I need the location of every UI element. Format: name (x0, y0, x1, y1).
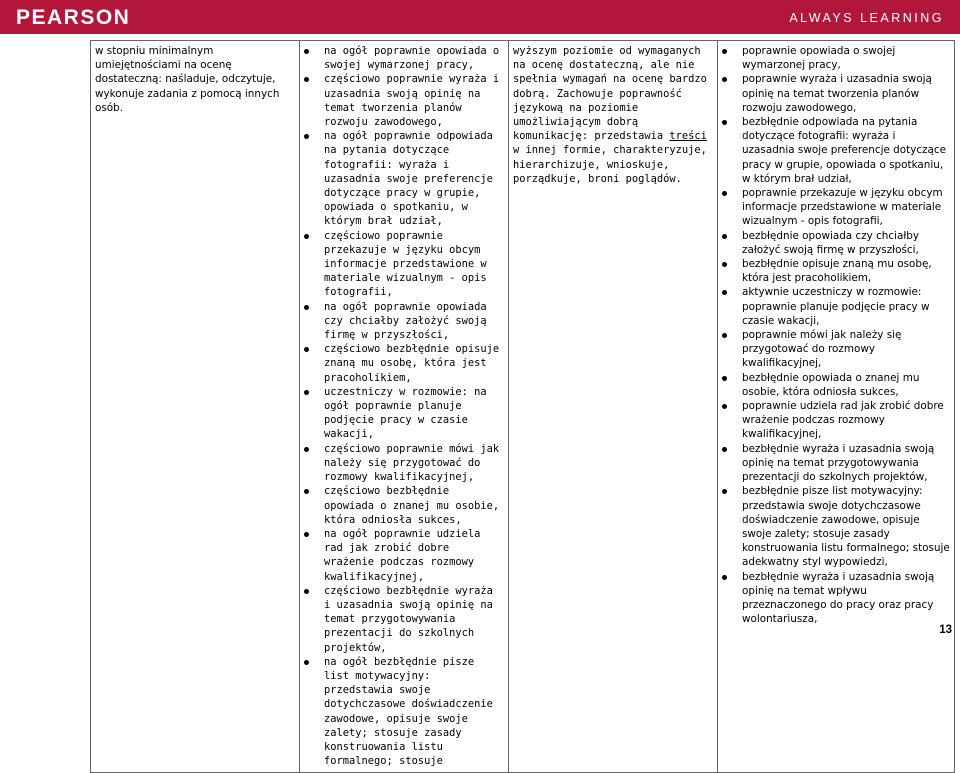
cell-column-2 (300, 41, 509, 773)
list-item: na ogół poprawnie odpowiada na pytania dotyczące fotografii: wyraża i uzasadnia swoje preferencje dotyczące pracy w grupie, opowiada o spotkaniu, w którym brał udział, (304, 129, 504, 228)
list-item: bezbłędnie wyraża i uzasadnia swoją opinię na temat wpływu przeznaczonego do pracy oraz pracy wolontariusza, (722, 570, 950, 627)
cell-column-3 (509, 41, 718, 773)
list-item: poprawnie wyraża i uzasadnia swoją opinię na temat tworzenia planów rozwoju zawodowego, (722, 72, 950, 115)
cell-1-text: w stopniu minimalnym umiejętnościami na ocenę dostateczną: naśladuje, odczytuje, wykonuje zadania z pomocą innych osób. (95, 45, 280, 114)
list-item: częściowo bezbłędnie opowiada o znanej mu osobie, która odniosła sukces, (304, 484, 504, 527)
requirements-table (90, 40, 955, 773)
cell-3-text (513, 44, 713, 186)
list-item: bezbłędnie opisuje znaną mu osobę, która jest pracoholikiem, (722, 257, 950, 285)
header-tagline: ALWAYS LEARNING (789, 11, 944, 25)
list-item: bezbłędnie pisze list motywacyjny: przedstawia swoje dotychczasowe doświadczenie zawodowe, opisuje swoje zalety; stosuje zasady konstruowania listu formalnego; stosuje adekwatny styl wypowiedzi, (722, 484, 950, 569)
list-item: poprawnie opowiada o swojej wymarzonej pracy, (722, 44, 950, 72)
list-item: poprawnie mówi jak należy się przygotować do rozmowy kwalifikacyjnej, (722, 328, 950, 371)
pearson-logo: PEARSON (16, 6, 131, 29)
cell-column-4 (718, 41, 955, 773)
underlined-word: treści (669, 130, 707, 143)
list-item: częściowo poprawnie wyraża i uzasadnia swoją opinię na temat tworzenia planów rozwoju zawodowego, (304, 72, 504, 129)
cell-3-text-end: w innej formie, charakteryzuje, hierarchizuje, wnioskuje, porządkuje, broni poglądów. (513, 144, 707, 185)
list-item: na ogół poprawnie udziela rad jak zrobić dobre wrażenie podczas rozmowy kwalifikacyjnej, (304, 527, 504, 584)
bullet-list-col4 (722, 44, 950, 626)
list-item: poprawnie udziela rad jak zrobić dobre wrażenie podczas rozmowy kwalifikacyjnej, (722, 399, 950, 442)
cell-column-1 (91, 41, 300, 773)
list-item: aktywnie uczestniczy w rozmowie: poprawnie planuje podjęcie pracy w czasie wakacji, (722, 285, 950, 328)
list-item: częściowo poprawnie mówi jak należy się przygotować do rozmowy kwalifikacyjnej, (304, 442, 504, 485)
list-item: bezbłędnie odpowiada na pytania dotyczące fotografii: wyraża i uzasadnia swoje preferencje dotyczące pracy w grupie, opowiada o spotkaniu, w którym brał udział, (722, 115, 950, 186)
list-item: bezbłędnie opowiada czy chciałby założyć swoją firmę w przyszłości, (722, 229, 950, 257)
list-item: częściowo bezbłędnie wyraża i uzasadnia swoją opinię na temat przygotowywania prezentacji do szkolnych projektów, (304, 584, 504, 655)
list-item: poprawnie przekazuje w języku obcym informacje przedstawione w materiale wizualnym - opis fotografii, (722, 186, 950, 229)
list-item: na ogół bezbłędnie pisze list motywacyjny: przedstawia swoje dotychczasowe doświadczenie zawodowe, opisuje swoje zalety; stosuje zasady konstruowania listu formalnego; stosuje (304, 655, 504, 769)
list-item: uczestniczy w rozmowie: na ogół poprawnie planuje podjęcie pracy w czasie wakacji, (304, 385, 504, 442)
page-number: 13 (939, 624, 952, 636)
list-item: bezbłędnie wyraża i uzasadnia swoją opinię na temat przygotowywania prezentacji do szkolnych projektów, (722, 442, 950, 485)
list-item: na ogół poprawnie opowiada czy chciałby założyć swoją firmę w przyszłości, (304, 300, 504, 343)
list-item: na ogół poprawnie opowiada o swojej wymarzonej pracy, (304, 44, 504, 72)
list-item: częściowo poprawnie przekazuje w języku obcym informacje przedstawione w materiale wizualnym - opis fotografii, (304, 229, 504, 300)
list-item: częściowo bezbłędnie opisuje znaną mu osobę, która jest pracoholikiem, (304, 342, 504, 385)
list-item: bezbłędnie opowiada o znanej mu osobie, która odniosła sukces, (722, 371, 950, 399)
table-row (91, 41, 955, 773)
page-header (0, 0, 960, 34)
cell-3-text-start: wyższym poziomie od wymaganych na ocenę dostateczną, ale nie spełnia wymagań na ocenę bardzo dobrą. Zachowuje poprawność językową na poziomie umożliwiającym dobrą komunikację: przedstawia (513, 45, 707, 143)
bullet-list-col2 (304, 44, 504, 768)
